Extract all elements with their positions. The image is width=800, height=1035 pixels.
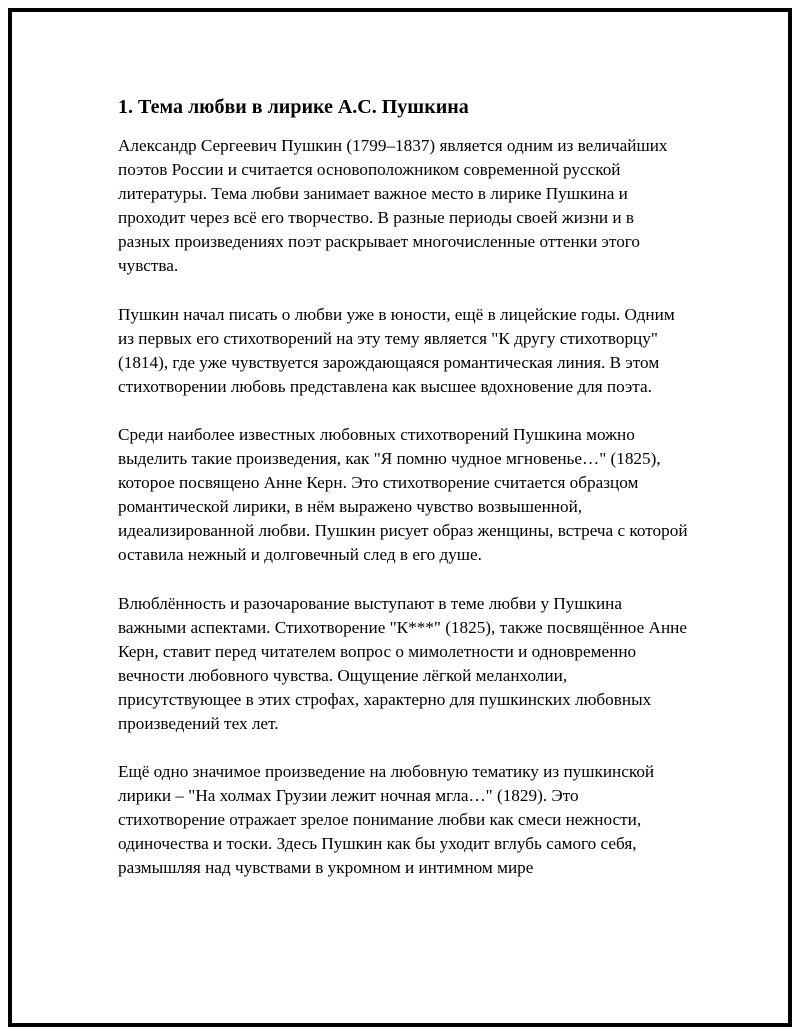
paragraph-4: Влюблённость и разочарование выступают в теме любви у Пушкина важными аспектами. Стихотворение "К***" (1825), также посвящённое Анне Керн, ставит перед читателем вопрос о мимолетности и одновременно вечности любовного чувства. Ощущение лёгкой меланхолии, присутствующее в этих строфах, характерно для пушкинских любовных произведений тех лет. xyxy=(118,593,687,733)
paragraph-1: Александр Сергеевич Пушкин (1799–1837) является одним из величайших поэтов России и считается основоположником современной русской литературы. Тема любви занимает важное место в лирике Пушкина и проходит через всё его творчество. В разные периоды своей жизни и в разных произведениях поэт раскрывает многочисленные оттенки этого чувства. xyxy=(118,136,668,276)
document-body xyxy=(118,94,688,905)
paragraph-2: Пушкин начал писать о любви уже в юности, ещё в лицейские годы. Одним из первых его стихотворений на эту тему является "К другу стихотворцу" (1814), где уже чувствуется зарождающаяся романтическая линия. В этом стихотворении любовь представлена как высшее вдохновение для поэта. xyxy=(118,304,675,396)
paragraph-3: Среди наиболее известных любовных стихотворений Пушкина можно выделить такие произведения, как "Я помню чудное мгновенье…" (1825), которое посвящено Анне Керн. Это стихотворение считается образцом романтической лирики, в нём выражено чувство возвышенной, идеализированной любви. Пушкин рисует образ женщины, встреча с которой оставила нежный и долговечный след в его душе. xyxy=(118,424,688,565)
section-heading: 1. Тема любви в лирике А.С. Пушкина xyxy=(118,96,469,118)
paragraph-5: Ещё одно значимое произведение на любовную тематику из пушкинской лирики – "На холмах Грузии лежит ночная мгла…" (1829). Это стихотворение отражает зрелое понимание любви как смеси нежности, одиночества и тоски. Здесь Пушкин как бы уходит вглубь самого себя, размышляя над чувствами в укромном и интимном мире xyxy=(118,762,655,878)
